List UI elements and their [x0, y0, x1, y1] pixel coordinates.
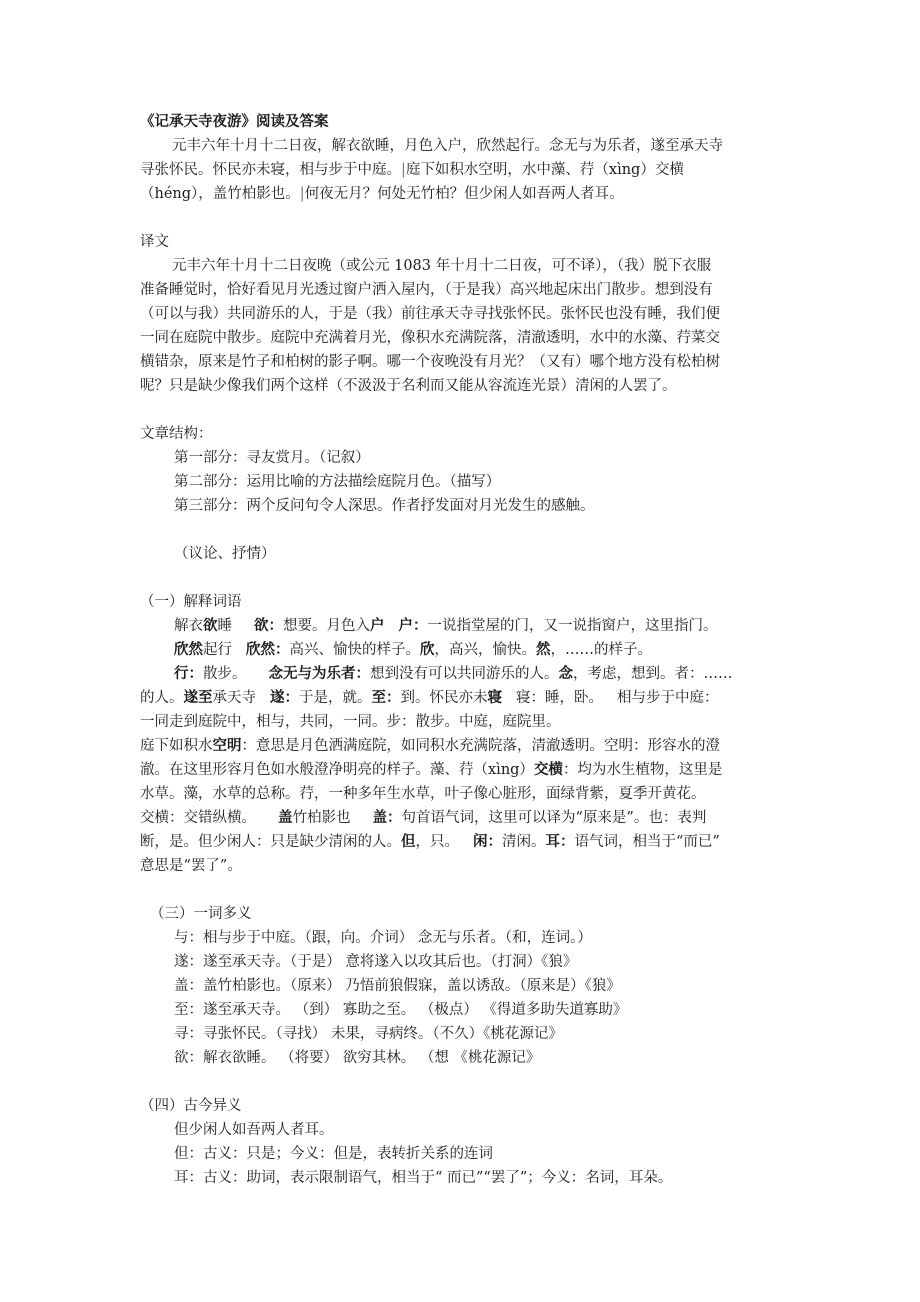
vocab-text: 庭下如积水 — [140, 738, 213, 754]
vocab-text: 散步。 — [203, 666, 247, 682]
vocab-text: 的人。 — [140, 690, 184, 706]
structure-part: 第一部分：寻友赏月。（记叙） — [174, 450, 370, 466]
vocab-term: 念 — [558, 665, 573, 682]
vocab-text: ，考虑，想到。者：…… — [573, 666, 733, 682]
vocab-line — [140, 830, 790, 854]
vocab-text: 想要。月色入 — [283, 618, 370, 634]
vocab-term: 欣然 — [174, 641, 203, 658]
polysemy-line: 欲：解衣欲睡。 （将要） 欲穷其林。 （想 《桃花源记》 — [174, 1050, 541, 1066]
vocab-term: 然 — [536, 641, 551, 658]
original-text-line — [140, 158, 790, 182]
polysemy-line: 与：相与步于中庭。（跟，向。介词） 念无与乐者。（和，连词。） — [174, 930, 592, 946]
vocab-line — [140, 662, 790, 686]
polysemy-line: 寻：寻张怀民。（寻找） 未果，寻病终。（不久）《桃花源记》 — [174, 1026, 563, 1042]
document-title: 《记承天寺夜游》阅读及答案 — [140, 113, 329, 130]
original-text: 何夜无月？何处无竹柏？但少闲人如吾两人者耳。 — [304, 186, 624, 202]
vocab-text: 竹柏影也 — [292, 810, 351, 826]
vocab-text: ，只。 — [415, 834, 459, 850]
translation-line: （可以与我）共同游乐的人，于是（我）前往承天寺寻找张怀民。张怀民也没有睡，我们便 — [140, 306, 720, 322]
vocab-text: 相与步于中庭： — [617, 690, 719, 706]
text-cursor-mark: | — [401, 162, 406, 178]
structure-part: 第二部分：运用比喻的方法描绘庭院月色。（描写） — [174, 474, 501, 490]
ancient-modern-line: 但：古义：只是；今义：但是，表转折关系的连词 — [174, 1146, 493, 1162]
vocab-text: 一说指堂屋的门，又一说指窗户，这里指门。 — [427, 618, 718, 634]
vocab-line — [140, 806, 790, 830]
text-cursor-mark: | — [299, 186, 305, 202]
document-page — [140, 110, 790, 1190]
original-text: （héng），盖竹柏影也。 — [140, 186, 300, 202]
ancient-modern-heading: （四）古今异义 — [140, 1098, 242, 1114]
structure-heading: 文章结构： — [140, 426, 213, 442]
vocab-term: 欲 — [203, 617, 218, 634]
vocab-line — [140, 638, 790, 662]
vocab-line: 水草。藻，水草的总称。荇，一种多年生水草，叶子像心脏形，面绿背紫，夏季开黄花。 — [140, 786, 706, 802]
vocab-text: 寝：睡，卧。 — [516, 690, 603, 706]
vocab-term: 寝 — [487, 689, 502, 706]
vocab-text: 想到没有可以共同游乐的人。 — [370, 666, 559, 682]
vocab-text: 睡 — [217, 618, 232, 634]
vocab-text: 起行 — [203, 642, 232, 658]
vocab-term: 欲： — [254, 617, 283, 634]
structure-extra: （议论、抒情） — [174, 546, 276, 562]
ancient-modern-line: 但少闲人如吾两人者耳。 — [174, 1122, 334, 1138]
vocab-term: 闲： — [473, 833, 502, 850]
translation-line: 准备睡觉时，恰好看见月光透过窗户洒入屋内，（于是我）高兴地起床出门散步。想到没有 — [140, 282, 713, 298]
vocab-text: 句首语气词，这里可以译为“原来是”。也：表判 — [401, 810, 707, 826]
translation-line: 呢？只是缺少像我们两个这样（不汲汲于名利而又能从容流连光景）清闲的人罢了。 — [140, 378, 677, 394]
vocab-term: 至： — [371, 689, 401, 706]
vocab-text: 于是，就。 — [299, 690, 372, 706]
vocab-term: 但 — [401, 833, 416, 850]
vocab-text: 语气词，相当于“而已” — [574, 834, 720, 850]
vocab-term: 行： — [174, 665, 203, 682]
vocab-term: 欣 — [420, 641, 435, 658]
vocab-term: 欣然： — [246, 641, 290, 658]
ancient-modern-line: 耳：古义：助词，表示限制语气，相当于“ 而已”“罢了”；今义：名词，耳朵。 — [174, 1170, 673, 1186]
vocab-heading: （一）解释词语 — [140, 594, 242, 610]
vocab-text: 断，是。但少闲人：只是缺少清闲的人。 — [140, 834, 401, 850]
vocab-term: 念无与为乐者： — [268, 665, 370, 682]
vocab-term: 户 — [370, 617, 385, 634]
structure-part: 第三部分：两个反问句令人深思。作者抒发面对月光发生的感触。 — [174, 498, 595, 514]
vocab-term: 盖： — [372, 809, 402, 826]
vocab-text: 高兴、愉快的样子。 — [289, 642, 420, 658]
vocab-text: 到。怀民亦未 — [400, 690, 488, 706]
vocab-text: ，……的样子。 — [550, 642, 652, 658]
vocab-line — [140, 686, 790, 710]
vocab-term: 遂至 — [183, 689, 213, 706]
vocab-term: 空明 — [212, 737, 242, 754]
translation-line: 横错杂，原来是竹子和柏树的影子啊。哪一个夜晚没有月光？（又有）哪个地方没有松柏树 — [140, 354, 720, 370]
vocab-line — [140, 614, 790, 638]
vocab-text: 清闲。 — [502, 834, 546, 850]
translation-heading: 译文 — [140, 234, 169, 250]
polysemy-line: 遂：遂至承天寺。（于是） 意将遂入以攻其后也。（打洞）《狼》 — [174, 954, 578, 970]
polysemy-line: 盖：盖竹柏影也。（原来） 乃悟前狼假寐，盖以诱敌。（原来是）《狼》 — [174, 978, 621, 994]
vocab-text: 交横：交错纵横。 — [140, 810, 256, 826]
translation-line: 元丰六年十月十二日夜晚（或公元 1083 年十月十二日夜，可不译），（我）脱下衣服 — [172, 258, 712, 274]
polysemy-line: 至：遂至承天寺。 （到） 寡助之至。 （极点） 《得道多助失道寡助》 — [174, 1002, 628, 1018]
polysemy-heading: （三）一词多义 — [150, 906, 252, 922]
translation-line: 一同在庭院中散步。庭院中充满着月光，像积水充满院落，清澈透明，水中的水藻、荇菜交 — [140, 330, 720, 346]
vocab-term: 耳： — [545, 833, 575, 850]
vocab-term: 户： — [398, 617, 428, 634]
original-text: 元丰六年十月十二日夜，解衣欲睡，月色入户，欣然起行。念无与为乐者，遂至承天寺 — [172, 138, 723, 154]
vocab-text: 澈。在这里形容月色如水般澄净明亮的样子。藻、荇（xìng） — [140, 762, 534, 778]
original-text: 寻张怀民。怀民亦未寝，相与步于中庭。 — [140, 162, 401, 178]
original-text-line — [140, 134, 790, 158]
vocab-line: 意思是“罢了”。 — [140, 858, 242, 874]
vocab-text: ：意思是月色洒满庭院，如同积水充满院落，清澈透明。空明：形容水的澄 — [241, 738, 720, 754]
vocab-text: 解衣 — [174, 618, 203, 634]
vocab-line — [140, 734, 790, 758]
vocab-term: 盖 — [278, 809, 293, 826]
vocab-text: ，高兴，愉快。 — [434, 642, 536, 658]
vocab-term: 遂： — [270, 689, 299, 706]
vocab-line — [140, 758, 790, 782]
vocab-term: 交横 — [533, 761, 563, 778]
vocab-text: ：均为水生植物，这里是 — [562, 762, 723, 778]
original-text: 庭下如积水空明，水中藻、荇（xìng）交横 — [405, 162, 684, 178]
vocab-text: 承天寺 — [212, 690, 256, 706]
original-text-line — [140, 182, 790, 206]
vocab-line: 一同走到庭院中，相与，共同，一同。步：散步。中庭，庭院里。 — [140, 714, 561, 730]
